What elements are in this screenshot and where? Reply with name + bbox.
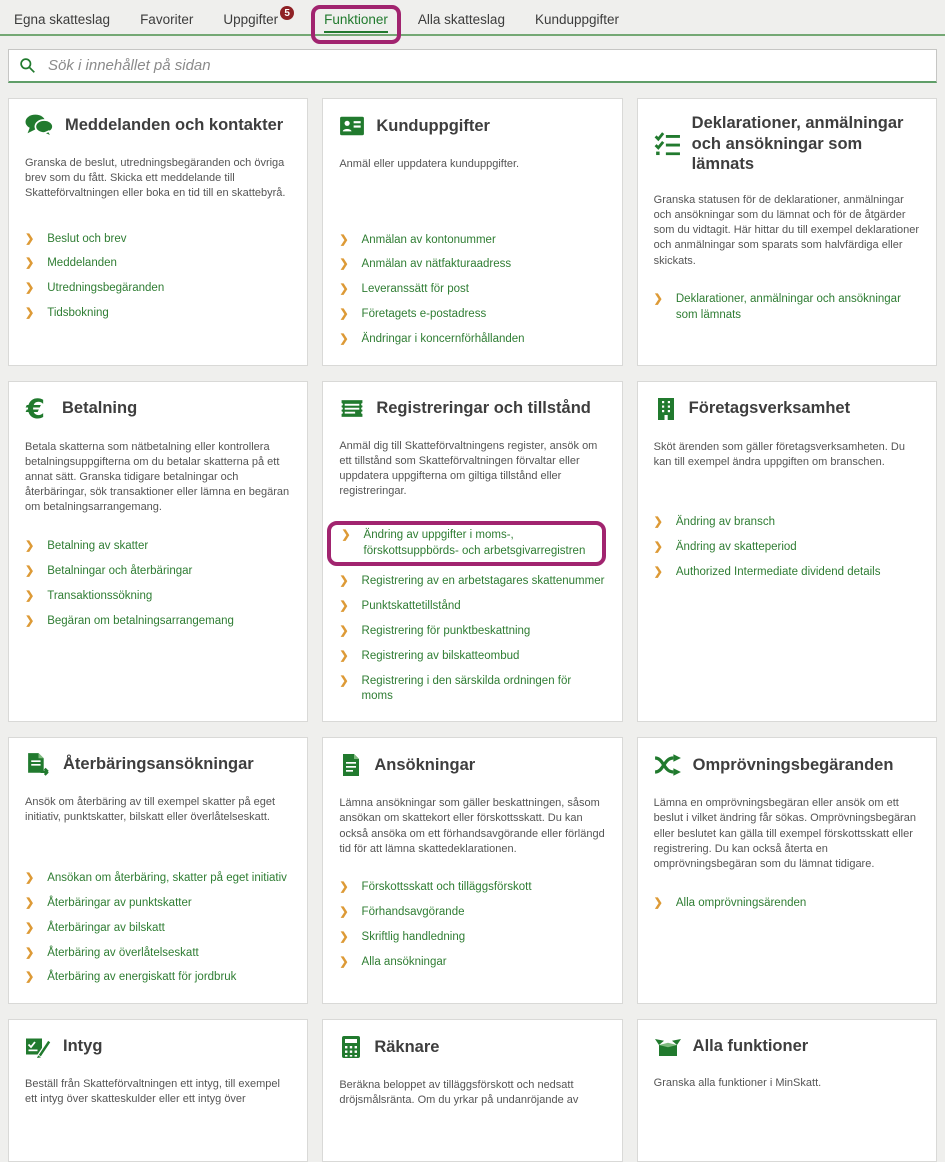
card-link-item[interactable]	[654, 288, 920, 328]
chevron-right-icon: ❯	[25, 540, 35, 553]
card-description: Anmäl dig till Skatteförvaltningens register, ansök om ett tillstånd som Skatteförvaltningen förvaltar eller uppdatera uppgifterna om giltiga tillstånd eller registreringar.	[339, 439, 598, 498]
chevron-right-icon: ❯	[25, 614, 35, 627]
chevron-right-icon: ❯	[653, 541, 663, 554]
card-header	[339, 1034, 605, 1060]
ticket-icon	[339, 396, 365, 421]
nav-tab-uppgifter[interactable]	[223, 7, 294, 33]
card-link[interactable]: Anmälan av kontonummer	[361, 233, 496, 246]
card-description: Beställ från Skatteförvaltningen ett intyg, till exempel ett intyg över skatteskulder eller ett intyg över	[25, 1077, 280, 1106]
card-link[interactable]: Meddelanden	[47, 257, 117, 270]
chevron-right-icon: ❯	[339, 308, 349, 321]
card-link-item[interactable]	[339, 278, 605, 303]
card-title: Omprövningsbegäranden	[692, 755, 894, 774]
nav-tab-favoriter[interactable]	[140, 12, 193, 33]
shuffle-icon	[654, 752, 682, 778]
card-link[interactable]: Betalning av skatter	[47, 540, 149, 553]
card-foretagsverksamhet	[637, 381, 937, 723]
contact-card-icon	[339, 113, 365, 139]
chevron-right-icon: ❯	[25, 921, 35, 934]
card-link-item[interactable]	[25, 891, 291, 916]
card-link[interactable]: Authorized Intermediate dividend details	[675, 566, 881, 579]
card-link-item[interactable]	[339, 669, 605, 709]
chevron-right-icon: ❯	[653, 896, 663, 909]
nav-tab-label: Uppgifter	[223, 12, 279, 27]
card-description: Anmäl eller uppdatera kunduppgifter.	[339, 158, 520, 170]
main-nav	[0, 0, 945, 36]
card-description: Sköt ärenden som gäller företagsverksamheten. Du kan till exempel ändra uppgiften om branschen.	[653, 440, 905, 468]
card-header	[654, 752, 920, 778]
chevron-right-icon: ❯	[653, 516, 663, 529]
card-links	[25, 227, 291, 327]
speech-bubbles-icon	[25, 113, 54, 138]
chevron-right-icon: ❯	[341, 529, 351, 542]
calculator-icon	[339, 1034, 363, 1060]
card-link[interactable]: Begäran om betalningsarrangemang	[47, 614, 234, 627]
card-header	[339, 113, 605, 139]
card-link-item[interactable]	[25, 559, 291, 584]
card-link[interactable]: Ändring av bransch	[675, 516, 775, 529]
card-link-item[interactable]	[654, 891, 920, 916]
card-raknare	[322, 1019, 622, 1162]
chevron-right-icon: ❯	[339, 956, 349, 969]
open-box-icon	[654, 1034, 682, 1058]
document-arrow-icon	[25, 752, 52, 777]
card-meddelanden-och-kontakter	[8, 98, 308, 366]
chevron-right-icon: ❯	[25, 232, 35, 245]
chevron-right-icon: ❯	[25, 257, 35, 270]
card-link-item[interactable]	[339, 303, 605, 328]
euro-icon	[25, 396, 51, 422]
certificate-pen-icon	[25, 1034, 52, 1059]
card-link-item[interactable]	[25, 866, 291, 891]
card-link[interactable]: Alla omprövningsärenden	[675, 896, 807, 909]
card-links	[25, 535, 291, 635]
card-intyg	[8, 1019, 308, 1162]
card-title: Återbäringsansökningar	[63, 755, 254, 774]
card-header	[654, 396, 920, 422]
card-link-item[interactable]	[339, 951, 605, 976]
nav-tab-label: Egna skatteslag	[14, 12, 111, 27]
nav-tab-kunduppgifter[interactable]	[535, 12, 619, 33]
card-link[interactable]: Ändringar i koncernförhållanden	[361, 333, 525, 346]
card-title: Intyg	[63, 1037, 103, 1056]
card-link-item[interactable]	[654, 536, 920, 561]
chevron-right-icon: ❯	[339, 233, 349, 246]
card-title: Räknare	[374, 1037, 440, 1056]
nav-tab-label: Alla skatteslag	[417, 12, 505, 27]
card-header	[25, 396, 291, 422]
card-link[interactable]: Anmälan av nätfakturaadress	[361, 258, 512, 271]
card-kunduppgifter	[322, 98, 622, 366]
chevron-right-icon: ❯	[339, 574, 349, 587]
card-links	[339, 228, 605, 353]
card-header	[25, 752, 291, 777]
card-description: Beräkna beloppet av tilläggsförskott och nedsatt dröjsmålsränta. Om du yrkar på undanröjande av	[339, 1078, 579, 1107]
nav-tab-label: Funktioner	[324, 12, 388, 33]
building-icon	[654, 396, 678, 422]
card-link[interactable]: Registrering för punktbeskattning	[361, 624, 531, 637]
card-title: Betalning	[62, 399, 138, 418]
card-links	[654, 511, 920, 586]
card-link-item[interactable]	[25, 252, 291, 277]
card-link[interactable]: Förskottsskatt och tilläggsförskott	[361, 881, 532, 894]
card-link-item[interactable]	[339, 253, 605, 278]
chevron-right-icon: ❯	[25, 564, 35, 577]
checklist-icon	[654, 131, 681, 157]
chevron-right-icon: ❯	[25, 946, 35, 959]
card-description: Betala skatterna som nätbetalning eller kontrollera betalningsuppgifterna om du betalar skatterna på ett annat sätt. Granska tidigare betalningar och återbäringar, sök transaktioner eller lämna en begäran om betalningsarrangemang.	[25, 440, 290, 514]
chevron-right-icon: ❯	[653, 293, 663, 306]
card-link-item[interactable]	[339, 569, 605, 594]
card-link[interactable]: Leveranssätt för post	[361, 283, 469, 296]
card-link-item[interactable]	[654, 511, 920, 536]
card-links	[25, 866, 291, 991]
card-link-item[interactable]	[339, 644, 605, 669]
card-header	[654, 1034, 920, 1058]
card-link[interactable]: Ändring av skatteperiod	[675, 541, 797, 554]
search-bar[interactable]	[8, 49, 937, 83]
card-link-item[interactable]	[339, 328, 605, 353]
chevron-right-icon: ❯	[339, 599, 349, 612]
nav-tab-egna-skatteslag[interactable]	[14, 12, 110, 33]
search-input[interactable]	[46, 56, 926, 75]
card-alla-funktioner	[637, 1019, 937, 1162]
card-description: Lämna en omprövningsbegäran eller ansök om ett beslut i vilket ändring får sökas. Omprövningsbegäran eller beslutet kan gälla till exempel förskottsskatt eller registrering. Du kan också återta en omprövningsbegäran som du lämnat tidigare.	[653, 797, 916, 870]
card-link-item[interactable]	[25, 966, 291, 991]
card-title: Deklarationer, anmälningar och ansökningar som lämnats	[691, 114, 904, 174]
card-title: Meddelanden och kontakter	[65, 116, 284, 135]
card-link[interactable]: Ändring av uppgifter i moms-, förskottsuppbörds- och arbetsgivarregistren	[363, 529, 586, 557]
card-link-item[interactable]	[25, 535, 291, 560]
card-link-item[interactable]	[339, 619, 605, 644]
card-link[interactable]: Utredningsbegäranden	[47, 282, 165, 295]
card-link-item[interactable]	[339, 901, 605, 926]
card-link[interactable]: Återbäring av energiskatt för jordbruk	[47, 971, 237, 984]
card-link-item[interactable]	[339, 228, 605, 253]
card-deklarationer-anmalningar-och-ansokningar-som-lamnats	[637, 98, 937, 366]
card-link-item[interactable]	[25, 302, 291, 327]
card-link[interactable]: Ansökan om återbäring, skatter på eget initiativ	[47, 871, 287, 884]
card-header	[654, 113, 920, 175]
card-links	[339, 876, 605, 976]
chevron-right-icon: ❯	[25, 589, 35, 602]
chevron-right-icon: ❯	[339, 881, 349, 894]
chevron-right-icon: ❯	[25, 871, 35, 884]
card-omprovningsbegaranden	[637, 737, 937, 1004]
card-link[interactable]: Punktskattetillstånd	[361, 599, 461, 612]
card-header	[25, 1034, 291, 1059]
card-link[interactable]: Förhandsavgörande	[361, 906, 465, 919]
card-link[interactable]: Alla ansökningar	[361, 956, 447, 969]
chevron-right-icon: ❯	[339, 931, 349, 944]
card-description: Ansök om återbäring av till exempel skatter på eget initiativ, punktskatter, bilskatt eller överlåtelseskatt.	[25, 796, 276, 824]
card-link-item[interactable]	[339, 926, 605, 951]
card-links	[654, 288, 920, 328]
card-link[interactable]: Återbäringar av bilskatt	[47, 921, 165, 934]
card-header	[339, 752, 605, 778]
chevron-right-icon: ❯	[339, 624, 349, 637]
card-link-item[interactable]	[25, 584, 291, 609]
card-link-item[interactable]	[327, 521, 605, 566]
card-links	[654, 891, 920, 916]
card-header	[339, 396, 605, 421]
chevron-right-icon: ❯	[25, 282, 35, 295]
card-link-item[interactable]	[25, 609, 291, 634]
card-aterbaringsansokningar	[8, 737, 308, 1004]
document-icon	[339, 752, 363, 778]
search-icon	[19, 57, 36, 74]
nav-tab-label: Favoriter	[140, 12, 194, 27]
card-link[interactable]: Tidsbokning	[47, 307, 109, 320]
card-link[interactable]: Återbäringar av punktskatter	[47, 896, 192, 909]
card-link-item[interactable]	[25, 941, 291, 966]
card-registreringar-och-tillstand	[322, 381, 622, 723]
nav-tab-label: Kunduppgifter	[534, 12, 620, 27]
chevron-right-icon: ❯	[339, 258, 349, 271]
chevron-right-icon: ❯	[25, 896, 35, 909]
card-description: Lämna ansökningar som gäller beskattningen, såsom ansökan om skattekort eller förskottsskatt. Du kan också ansöka om ett förhandsavgörande eller förlängd tid för att lämna skattedeklarationen.	[339, 797, 605, 855]
chevron-right-icon: ❯	[339, 333, 349, 346]
card-link[interactable]: Registrering av bilskatteombud	[361, 649, 520, 662]
card-link-item[interactable]	[25, 227, 291, 252]
nav-tab-alla-skatteslag[interactable]	[418, 12, 505, 33]
card-betalning	[8, 381, 308, 723]
card-link-item[interactable]	[654, 561, 920, 586]
card-title: Ansökningar	[374, 755, 476, 774]
chevron-right-icon: ❯	[653, 566, 663, 579]
nav-tab-funktioner[interactable]	[324, 12, 388, 33]
card-link[interactable]: Återbäring av överlåtelseskatt	[47, 946, 199, 959]
card-title: Kunduppgifter	[376, 116, 490, 135]
card-link-item[interactable]	[339, 876, 605, 901]
card-ansokningar	[322, 737, 622, 1004]
card-link[interactable]: Skriftlig handledning	[361, 931, 466, 944]
card-link[interactable]: Registrering i den särskilda ordningen för moms	[361, 674, 572, 703]
card-description: Granska de beslut, utredningsbegäranden och övriga brev som du fått. Skicka ett meddelande till Skatteförvaltningen eller boka en tid till en skattebyrå.	[25, 157, 286, 200]
chevron-right-icon: ❯	[339, 906, 349, 919]
card-title: Alla funktioner	[692, 1036, 809, 1055]
card-link-item[interactable]	[25, 277, 291, 302]
svg-text:€: €	[26, 395, 45, 422]
card-link[interactable]: Registrering av en arbetstagares skattenummer	[361, 574, 605, 587]
chevron-right-icon: ❯	[25, 971, 35, 984]
card-description: Granska alla funktioner i MinSkatt.	[653, 1076, 822, 1089]
chevron-right-icon: ❯	[339, 649, 349, 662]
chevron-right-icon: ❯	[339, 283, 349, 296]
card-header	[25, 113, 291, 138]
card-link[interactable]: Deklarationer, anmälningar och ansökningar som lämnats	[675, 293, 901, 321]
card-links	[339, 518, 605, 709]
card-title: Registreringar och tillstånd	[376, 398, 591, 417]
card-link-item[interactable]	[339, 594, 605, 619]
cards-grid	[8, 98, 937, 1162]
card-link[interactable]: Betalningar och återbäringar	[47, 564, 193, 577]
chevron-right-icon: ❯	[25, 307, 35, 320]
card-link[interactable]: Beslut och brev	[47, 232, 127, 245]
card-title: Företagsverksamhet	[688, 399, 851, 418]
notification-badge: 5	[280, 6, 294, 20]
card-link[interactable]: Transaktionssökning	[47, 589, 153, 602]
card-link[interactable]: Företagets e-postadress	[361, 308, 487, 321]
chevron-right-icon: ❯	[339, 674, 349, 687]
card-description: Granska statusen för de deklarationer, anmälningar och ansökningar som du lämnat och för de åtgärder som du vidtagit. Här hittar du till exempel deklarationer och anmälningar som sparats som halvfärdiga eller skickats.	[653, 193, 920, 267]
